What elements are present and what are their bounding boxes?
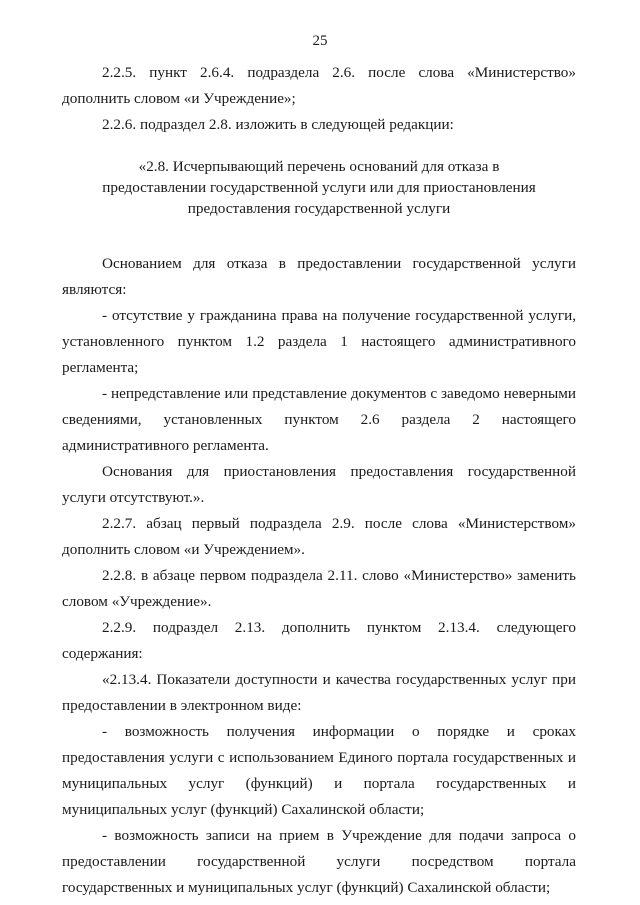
paragraph-2-2-5: 2.2.5. пункт 2.6.4. подраздела 2.6. после слова «Министерство» дополнить словом «и Учреждение»; [62,64,576,107]
list-item-no-right: - отсутствие у гражданина права на получение государственной услуги, установленного пунктом 1.2 раздела 1 настоящего административного регламента; [62,307,576,376]
paragraph-2-2-6: 2.2.6. подраздел 2.8. изложить в следующей редакции: [102,116,454,133]
page-number: 25 [312,33,328,49]
paragraph-2-13-4: «2.13.4. Показатели доступности и качества государственных услуг при предоставлении в электронном виде: [62,671,576,714]
list-item-false-documents: - непредставление или представление документов с заведомо неверными сведениями, установленных пунктом 2.6 раздела 2 настоящего административного регламента. [62,385,576,454]
paragraph-2-2-7: 2.2.7. абзац первый подраздела 2.9. после слова «Министерством» дополнить словом «и Учреждением». [62,515,576,558]
paragraph-2-2-8: 2.2.8. в абзаце первом подраздела 2.11. слово «Министерство» заменить словом «Учреждение». [62,567,576,610]
paragraph-suspension-grounds: Основания для приостановления предоставления государственной услуги отсутствуют.». [62,463,576,506]
list-item-info-access: - возможность получения информации о порядке и сроках предоставления услуги с использованием Единого портала государственных и муниципальных услуг (функций) и портала государственных и муниципальных услуг (функций) Сахалинской области; [62,723,576,818]
spacer [62,239,576,251]
document-body [62,60,576,901]
paragraph-2-2-9: 2.2.9. подраздел 2.13. дополнить пунктом 2.13.4. следующего содержания: [62,619,576,662]
list-item-appointment: - возможность записи на прием в Учреждение для подачи запроса о предоставлении государственной услуги посредством портала государственных и муниципальных услуг (функций) Сахалинской области; [62,827,576,896]
paragraph-refusal-grounds: Основанием для отказа в предоставлении государственной услуги являются: [62,255,576,298]
section-heading-2-8: «2.8. Исчерпывающий перечень оснований для отказа в предоставлении государственной услуги или для приостановления предоставления государственной услуги [102,158,536,217]
